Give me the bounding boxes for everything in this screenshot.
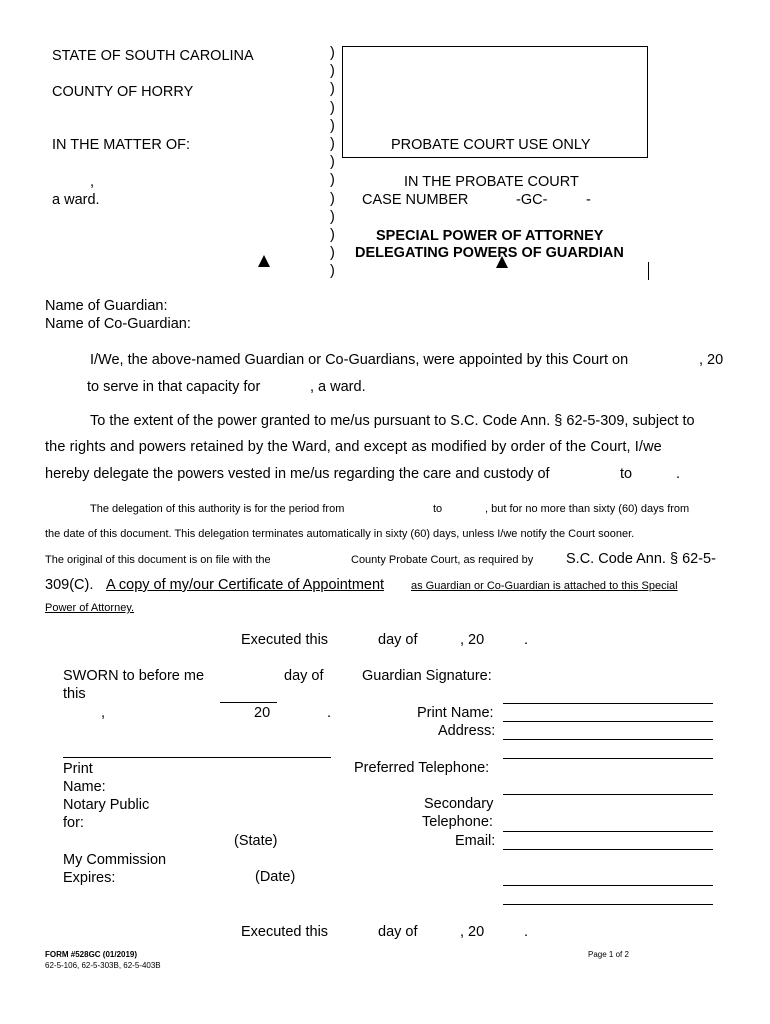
ward-name-comma: , [90,174,95,190]
delegation-text-line1: To the extent of the power granted to me/us pursuant to S.C. Code Ann. § 62-5-309, subject to [90,413,695,429]
secondary-telephone-field[interactable] [503,831,713,832]
power-of-attorney-text: Power of Attorney. [45,602,135,614]
state-heading: STATE OF SOUTH CAROLINA [52,48,254,64]
notary-public-label: Notary Public for: [63,797,150,831]
appointment-text: I/We, the above-named Guardian or Co-Guardians, were appointed by this Court on [90,352,629,368]
sworn-year: 20 [254,705,271,721]
capacity-ward: , a ward. [310,379,366,395]
secondary-label: Secondary [424,796,494,812]
guardian-name-label: Name of Guardian: [45,298,168,314]
ward-label: a ward. [52,192,100,208]
executed-day-of-2: day of [378,924,418,940]
termination-text: the date of this document. This delegation terminates automatically in sixty (60) days, unless I/we notify the Court sooner. [45,528,635,540]
co-guardian-name-label: Name of Co-Guardian: [45,316,191,332]
certificate-copy-text: A copy of my/our Certificate of Appointment [106,577,385,593]
address-field-line2[interactable] [503,758,713,759]
code-citation-end: 309(C). [45,577,94,593]
notary-print-name-label: Print Name: [63,761,106,795]
sworn-this: this [63,686,86,702]
executed-period: . [524,632,529,648]
extra-field-line2[interactable] [503,904,713,905]
executed-label-2: Executed this [241,924,329,940]
executed-day-of: day of [378,632,418,648]
sworn-label: SWORN to before me [63,668,205,684]
email-field[interactable] [503,849,713,850]
probate-court-heading: IN THE PROBATE COURT [404,174,579,190]
executed-year: , 20 [460,632,485,648]
executed-year-2: , 20 [460,924,485,940]
page-number: Page 1 of 2 [588,950,629,959]
guardian-signature-field[interactable] [503,703,713,704]
capacity-text: to serve in that capacity for [87,379,261,395]
sworn-comma: , [101,705,106,721]
form-title-line2: DELEGATING POWERS OF GUARDIAN [355,245,624,261]
sworn-day-of: day of [284,668,324,684]
period-text: The delegation of this authority is for the period from [90,503,345,515]
executed-period-2: . [524,924,529,940]
delegation-text-line3: hereby delegate the powers vested in me/us regarding the care and custody of [45,466,550,482]
commission-date-label: (Date) [255,869,296,885]
appointment-year: , 20 [699,352,724,368]
period-limit-text: , but for no more than sixty (60) days from [485,503,690,515]
print-name-label: Print Name: [417,705,494,721]
matter-heading: IN THE MATTER OF: [52,137,191,153]
commission-expires-label: My Commission Expires: [63,852,167,886]
triangle-marker-icon [258,255,270,267]
address-field-line1[interactable] [503,739,713,740]
certificate-attached-text: as Guardian or Co-Guardian is attached to this Special [411,580,678,592]
caption-parentheses: ) ) ) ) ) ) ) ) ) ) ) ) ) [330,45,335,280]
court-use-label: PROBATE COURT USE ONLY [391,137,591,153]
notary-state-label: (State) [234,833,278,849]
form-title-line1: SPECIAL POWER OF ATTORNEY [376,228,604,244]
county-heading: COUNTY OF HORRY [52,84,194,100]
sworn-day-field[interactable] [220,702,277,703]
case-number-label: CASE NUMBER [362,192,469,208]
address-label: Address: [438,723,496,739]
triangle-marker-icon [496,256,508,268]
executed-label: Executed this [241,632,329,648]
case-number-gc: -GC- [516,192,548,208]
preferred-telephone-field[interactable] [503,794,713,795]
notary-signature-field[interactable] [63,757,331,758]
code-citation: S.C. Code Ann. § 62-5- [566,551,716,567]
preferred-telephone-label: Preferred Telephone: [354,760,490,776]
county-probate-text: County Probate Court, as required by [351,554,534,566]
guardian-signature-label: Guardian Signature: [362,668,492,684]
print-name-field[interactable] [503,721,713,722]
period-to: to [433,503,443,515]
extra-field-line1[interactable] [503,885,713,886]
email-label: Email: [455,833,496,849]
delegation-to: to [620,466,633,482]
original-text: The original of this document is on file with the [45,554,271,566]
case-number-dash: - [586,192,591,208]
caption-right-rule [648,262,649,280]
code-references: 62-5-106, 62-5-303B, 62-5-403B [45,961,161,970]
delegation-period: . [676,466,681,482]
sworn-period: . [327,705,332,721]
secondary-telephone-label: Telephone: [422,814,493,830]
form-number: FORM #528GC (01/2019) [45,950,138,959]
delegation-text-line2: the rights and powers retained by the Ward, and except as modified by order of the Court, I/we [45,439,662,455]
